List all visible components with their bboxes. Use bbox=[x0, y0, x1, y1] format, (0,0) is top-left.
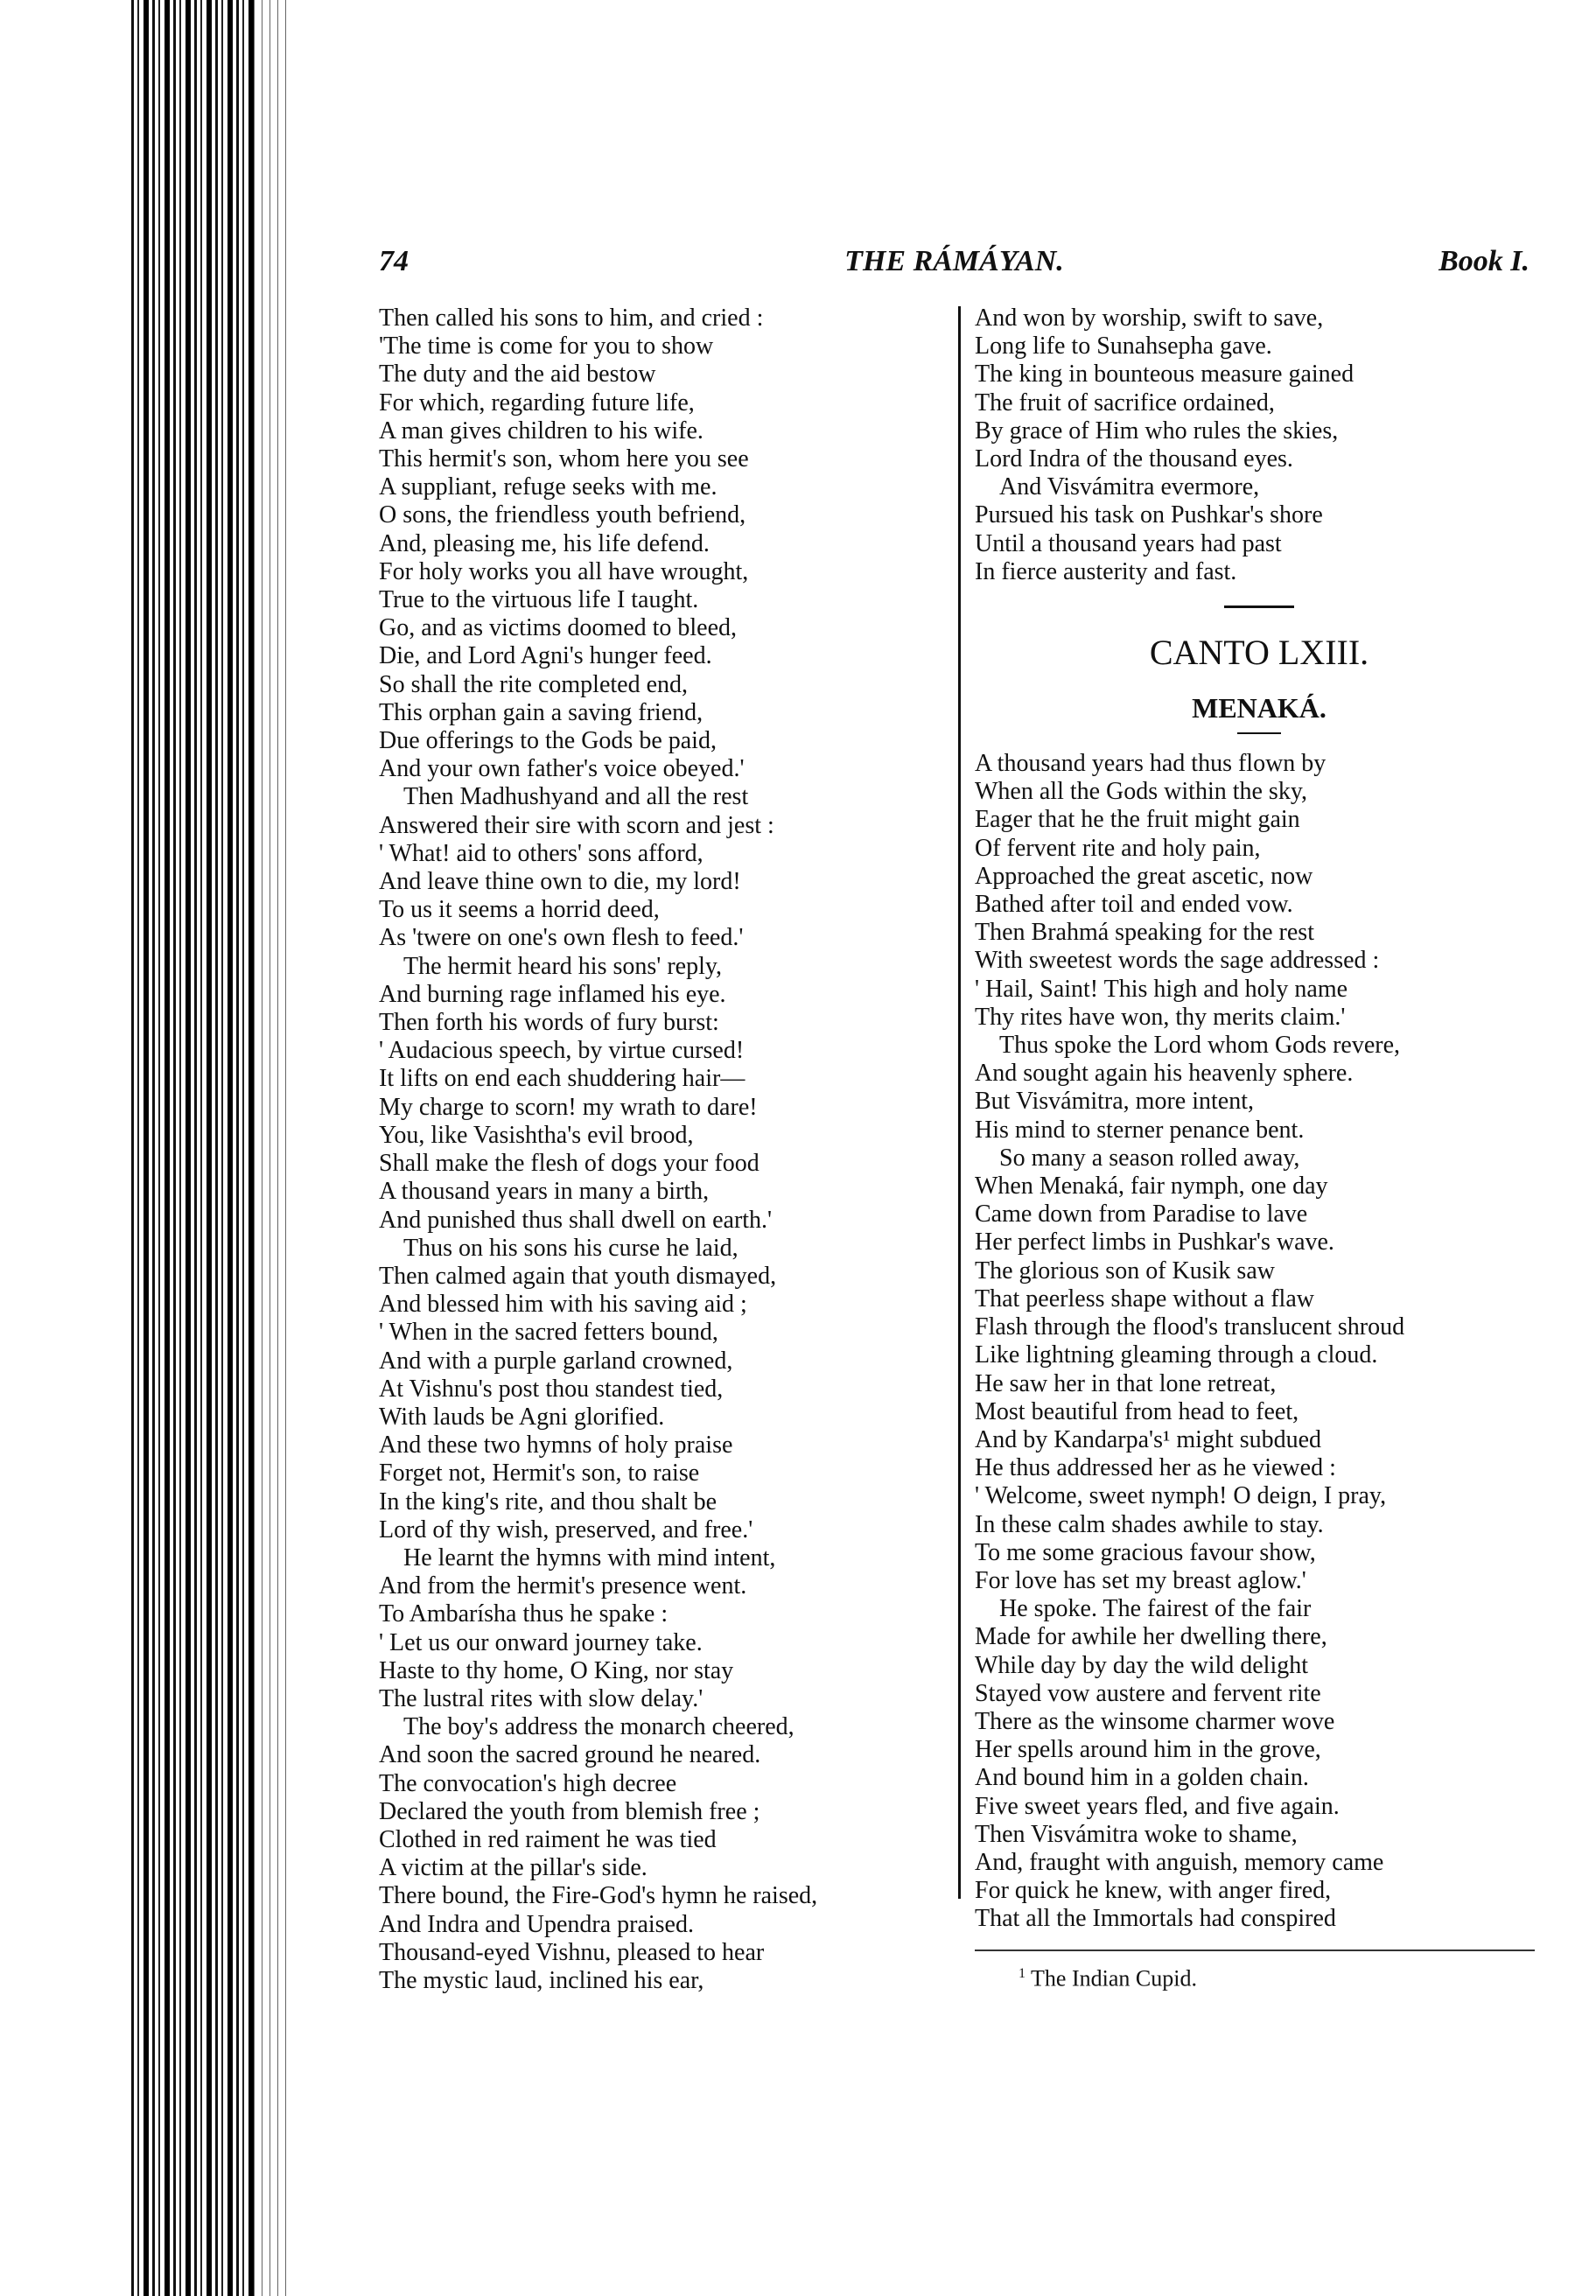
verse-line: It lifts on end each shuddering hair— bbox=[379, 1065, 746, 1093]
verse-line: He saw her in that lone retreat, bbox=[975, 1369, 1277, 1397]
verse-line: Most beautiful from head to feet, bbox=[975, 1397, 1299, 1425]
verse-line: The boy's address the monarch cheered, bbox=[403, 1713, 794, 1741]
verse-line: The king in bounteous measure gained bbox=[975, 360, 1354, 388]
verse-line: Shall make the flesh of dogs your food bbox=[379, 1150, 760, 1178]
verse-line: And sought again his heavenly sphere. bbox=[975, 1060, 1354, 1088]
page-edge-shadow bbox=[254, 0, 289, 2296]
verse-line: And blessed him with his saving aid ; bbox=[379, 1291, 747, 1319]
page-header bbox=[379, 245, 1530, 289]
verse-line: Approached the great ascetic, now bbox=[975, 862, 1313, 890]
verse-line: A suppliant, refuge seeks with me. bbox=[379, 473, 718, 501]
verse-line: There bound, the Fire-God's hymn he raised, bbox=[379, 1882, 818, 1910]
verse-line: Then forth his words of fury burst: bbox=[379, 1009, 719, 1037]
verse-line: Flash through the flood's translucent shroud bbox=[975, 1313, 1405, 1341]
verse-line: Her spells around him in the grove, bbox=[975, 1736, 1321, 1764]
verse-line: Thus spoke the Lord whom Gods revere, bbox=[999, 1032, 1401, 1060]
verse-line: Until a thousand years had past bbox=[975, 529, 1282, 557]
verse-line: A man gives children to his wife. bbox=[379, 416, 704, 444]
verse-line: Came down from Paradise to lave bbox=[975, 1200, 1308, 1228]
verse-line: Die, and Lord Agni's hunger feed. bbox=[379, 642, 712, 670]
verse-line: To me some gracious favour show, bbox=[975, 1538, 1316, 1566]
verse-line: That all the Immortals had conspired bbox=[975, 1905, 1336, 1933]
right-column-verse-bottom bbox=[975, 750, 1544, 1934]
verse-line: And won by worship, swift to save, bbox=[975, 304, 1324, 332]
running-title: THE RÁMÁYAN. bbox=[844, 245, 1064, 277]
verse-line: And bound him in a golden chain. bbox=[975, 1764, 1309, 1792]
verse-line: For holy works you all have wrought, bbox=[379, 557, 749, 585]
verse-line: To Ambarísha thus he spake : bbox=[379, 1600, 668, 1628]
verse-line: He learnt the hymns with mind intent, bbox=[403, 1544, 776, 1572]
verse-line: A victim at the pillar's side. bbox=[379, 1854, 648, 1882]
left-column bbox=[379, 304, 952, 1995]
verse-line: You, like Vasishtha's evil brood, bbox=[379, 1121, 694, 1149]
verse-line: But Visvámitra, more intent, bbox=[975, 1088, 1254, 1116]
verse-line: And, pleasing me, his life defend. bbox=[379, 529, 710, 557]
verse-line: Thy rites have won, thy merits claim.' bbox=[975, 1003, 1346, 1031]
verse-line: Then Brahmá speaking for the rest bbox=[975, 919, 1314, 947]
canto-heading: CANTO LXIII. bbox=[1149, 633, 1369, 673]
verse-line: Thousand-eyed Vishnu, pleased to hear bbox=[379, 1938, 765, 1966]
book-binding-edge bbox=[131, 0, 254, 2296]
verse-line: There as the winsome charmer wove bbox=[975, 1707, 1335, 1735]
verse-line: And Indra and Upendra praised. bbox=[379, 1910, 694, 1938]
verse-line: True to the virtuous life I taught. bbox=[379, 586, 699, 614]
verse-line: Her perfect limbs in Pushkar's wave. bbox=[975, 1228, 1334, 1256]
verse-line: The hermit heard his sons' reply, bbox=[403, 952, 723, 980]
verse-line: Clothed in red raiment he was tied bbox=[379, 1825, 717, 1853]
verse-line: With sweetest words the sage addressed : bbox=[975, 947, 1380, 975]
verse-line: That peerless shape without a flaw bbox=[975, 1284, 1314, 1312]
right-column bbox=[975, 304, 1544, 1992]
verse-line: Then called his sons to him, and cried : bbox=[379, 304, 764, 332]
verse-line: Of fervent rite and holy pain, bbox=[975, 834, 1261, 862]
verse-line: Thus on his sons his curse he laid, bbox=[403, 1234, 738, 1262]
verse-line: Go, and as victims doomed to bleed, bbox=[379, 614, 738, 642]
verse-line: ' When in the sacred fetters bound, bbox=[379, 1319, 718, 1347]
verse-line: For love has set my breast aglow.' bbox=[975, 1566, 1306, 1594]
verse-line: The duty and the aid bestow bbox=[379, 360, 656, 388]
footnote-rule bbox=[975, 1950, 1535, 1951]
verse-line: As 'twere on one's own flesh to feed.' bbox=[379, 924, 744, 952]
canto-subtitle: MENAKÁ. bbox=[1192, 692, 1326, 724]
verse-line: And leave thine own to die, my lord! bbox=[379, 868, 741, 896]
verse-line: So shall the rite completed end, bbox=[379, 670, 689, 698]
verse-line: For quick he knew, with anger fired, bbox=[975, 1877, 1332, 1905]
verse-line: Lord Indra of the thousand eyes. bbox=[975, 445, 1293, 473]
footnote-text: The Indian Cupid. bbox=[1031, 1965, 1197, 1992]
verse-line: The lustral rites with slow delay.' bbox=[379, 1684, 704, 1712]
verse-line: The fruit of sacrifice ordained, bbox=[975, 388, 1275, 416]
footnote-mark: 1 bbox=[1018, 1965, 1026, 1981]
verse-line: And, fraught with anguish, memory came bbox=[975, 1848, 1384, 1876]
verse-line: And Visvámitra evermore, bbox=[999, 473, 1260, 501]
verse-line: With lauds be Agni glorified. bbox=[379, 1403, 665, 1431]
verse-line: Then calmed again that youth dismayed, bbox=[379, 1262, 777, 1290]
verse-line: His mind to sterner penance bent. bbox=[975, 1116, 1305, 1144]
verse-line: When Menaká, fair nymph, one day bbox=[975, 1172, 1328, 1200]
verse-line: Long life to Sunahsepha gave. bbox=[975, 332, 1272, 360]
verse-line: Bathed after toil and ended vow. bbox=[975, 891, 1293, 919]
verse-line: A thousand years had thus flown by bbox=[975, 750, 1326, 778]
verse-line: The convocation's high decree bbox=[379, 1769, 677, 1797]
verse-line: At Vishnu's post thou standest tied, bbox=[379, 1375, 724, 1403]
verse-line: Due offerings to the Gods be paid, bbox=[379, 727, 717, 755]
verse-line: This orphan gain a saving friend, bbox=[379, 698, 704, 726]
verse-line: ' Audacious speech, by virtue cursed! bbox=[379, 1037, 745, 1065]
verse-line: O sons, the friendless youth befriend, bbox=[379, 501, 746, 529]
verse-line: Haste to thy home, O King, nor stay bbox=[379, 1656, 734, 1684]
verse-line: The glorious son of Kusik saw bbox=[975, 1256, 1275, 1284]
verse-line: The mystic laud, inclined his ear, bbox=[379, 1966, 704, 1994]
verse-line: And these two hymns of holy praise bbox=[379, 1432, 733, 1460]
subtitle-separator bbox=[1237, 732, 1281, 734]
verse-line: Eager that he the fruit might gain bbox=[975, 806, 1300, 834]
canto-separator bbox=[1224, 606, 1294, 608]
verse-line: Made for awhile her dwelling there, bbox=[975, 1623, 1327, 1651]
verse-line: ' What! aid to others' sons afford, bbox=[379, 839, 704, 867]
verse-line: In the king's rite, and thou shalt be bbox=[379, 1488, 718, 1516]
verse-line: Answered their sire with scorn and jest : bbox=[379, 811, 774, 839]
verse-line: Then Visvámitra woke to shame, bbox=[975, 1820, 1298, 1848]
verse-line: And your own father's voice obeyed.' bbox=[379, 755, 745, 783]
verse-line: Stayed vow austere and fervent rite bbox=[975, 1679, 1321, 1707]
verse-line: A thousand years in many a birth, bbox=[379, 1178, 710, 1206]
verse-line: And burning rage inflamed his eye. bbox=[379, 980, 726, 1008]
verse-line: Declared the youth from blemish free ; bbox=[379, 1797, 760, 1825]
verse-line: In these calm shades awhile to stay. bbox=[975, 1510, 1324, 1538]
footnote bbox=[975, 1960, 1544, 1993]
verse-line: And by Kandarpa's¹ might subdued bbox=[975, 1425, 1322, 1453]
verse-line: Five sweet years fled, and five again. bbox=[975, 1792, 1340, 1820]
verse-line: To us it seems a horrid deed, bbox=[379, 896, 660, 924]
verse-line: Like lightning gleaming through a cloud. bbox=[975, 1341, 1378, 1369]
right-column-verse-top bbox=[975, 304, 1544, 586]
verse-line: In fierce austerity and fast. bbox=[975, 557, 1237, 585]
verse-line: While day by day the wild delight bbox=[975, 1651, 1309, 1679]
verse-line: And soon the sacred ground he neared. bbox=[379, 1741, 761, 1769]
verse-line: 'The time is come for you to show bbox=[379, 332, 714, 360]
verse-line: ' Welcome, sweet nymph! O deign, I pray, bbox=[975, 1482, 1387, 1510]
book-label: Book I. bbox=[1438, 245, 1530, 277]
verse-line: He spoke. The fairest of the fair bbox=[999, 1595, 1312, 1623]
verse-line: And punished thus shall dwell on earth.' bbox=[379, 1206, 773, 1234]
verse-line: ' Hail, Saint! This high and holy name bbox=[975, 975, 1348, 1003]
verse-line: Lord of thy wish, preserved, and free.' bbox=[379, 1516, 753, 1544]
verse-line: ' Let us our onward journey take. bbox=[379, 1628, 703, 1656]
verse-line: And from the hermit's presence went. bbox=[379, 1572, 747, 1600]
verse-line: Then Madhushyand and all the rest bbox=[403, 783, 749, 811]
verse-line: And with a purple garland crowned, bbox=[379, 1347, 733, 1375]
verse-line: For which, regarding future life, bbox=[379, 388, 695, 416]
verse-line: This hermit's son, whom here you see bbox=[379, 445, 749, 473]
verse-line: Pursued his task on Pushkar's shore bbox=[975, 501, 1323, 529]
verse-line: When all the Gods within the sky, bbox=[975, 778, 1308, 806]
column-divider bbox=[958, 306, 961, 1899]
page-number: 74 bbox=[379, 245, 409, 277]
verse-line: He thus addressed her as he viewed : bbox=[975, 1454, 1336, 1482]
verse-line: So many a season rolled away, bbox=[999, 1144, 1300, 1172]
verse-line: Forget not, Hermit's son, to raise bbox=[379, 1460, 700, 1488]
verse-line: By grace of Him who rules the skies, bbox=[975, 416, 1339, 444]
verse-line: My charge to scorn! my wrath to dare! bbox=[379, 1093, 758, 1121]
